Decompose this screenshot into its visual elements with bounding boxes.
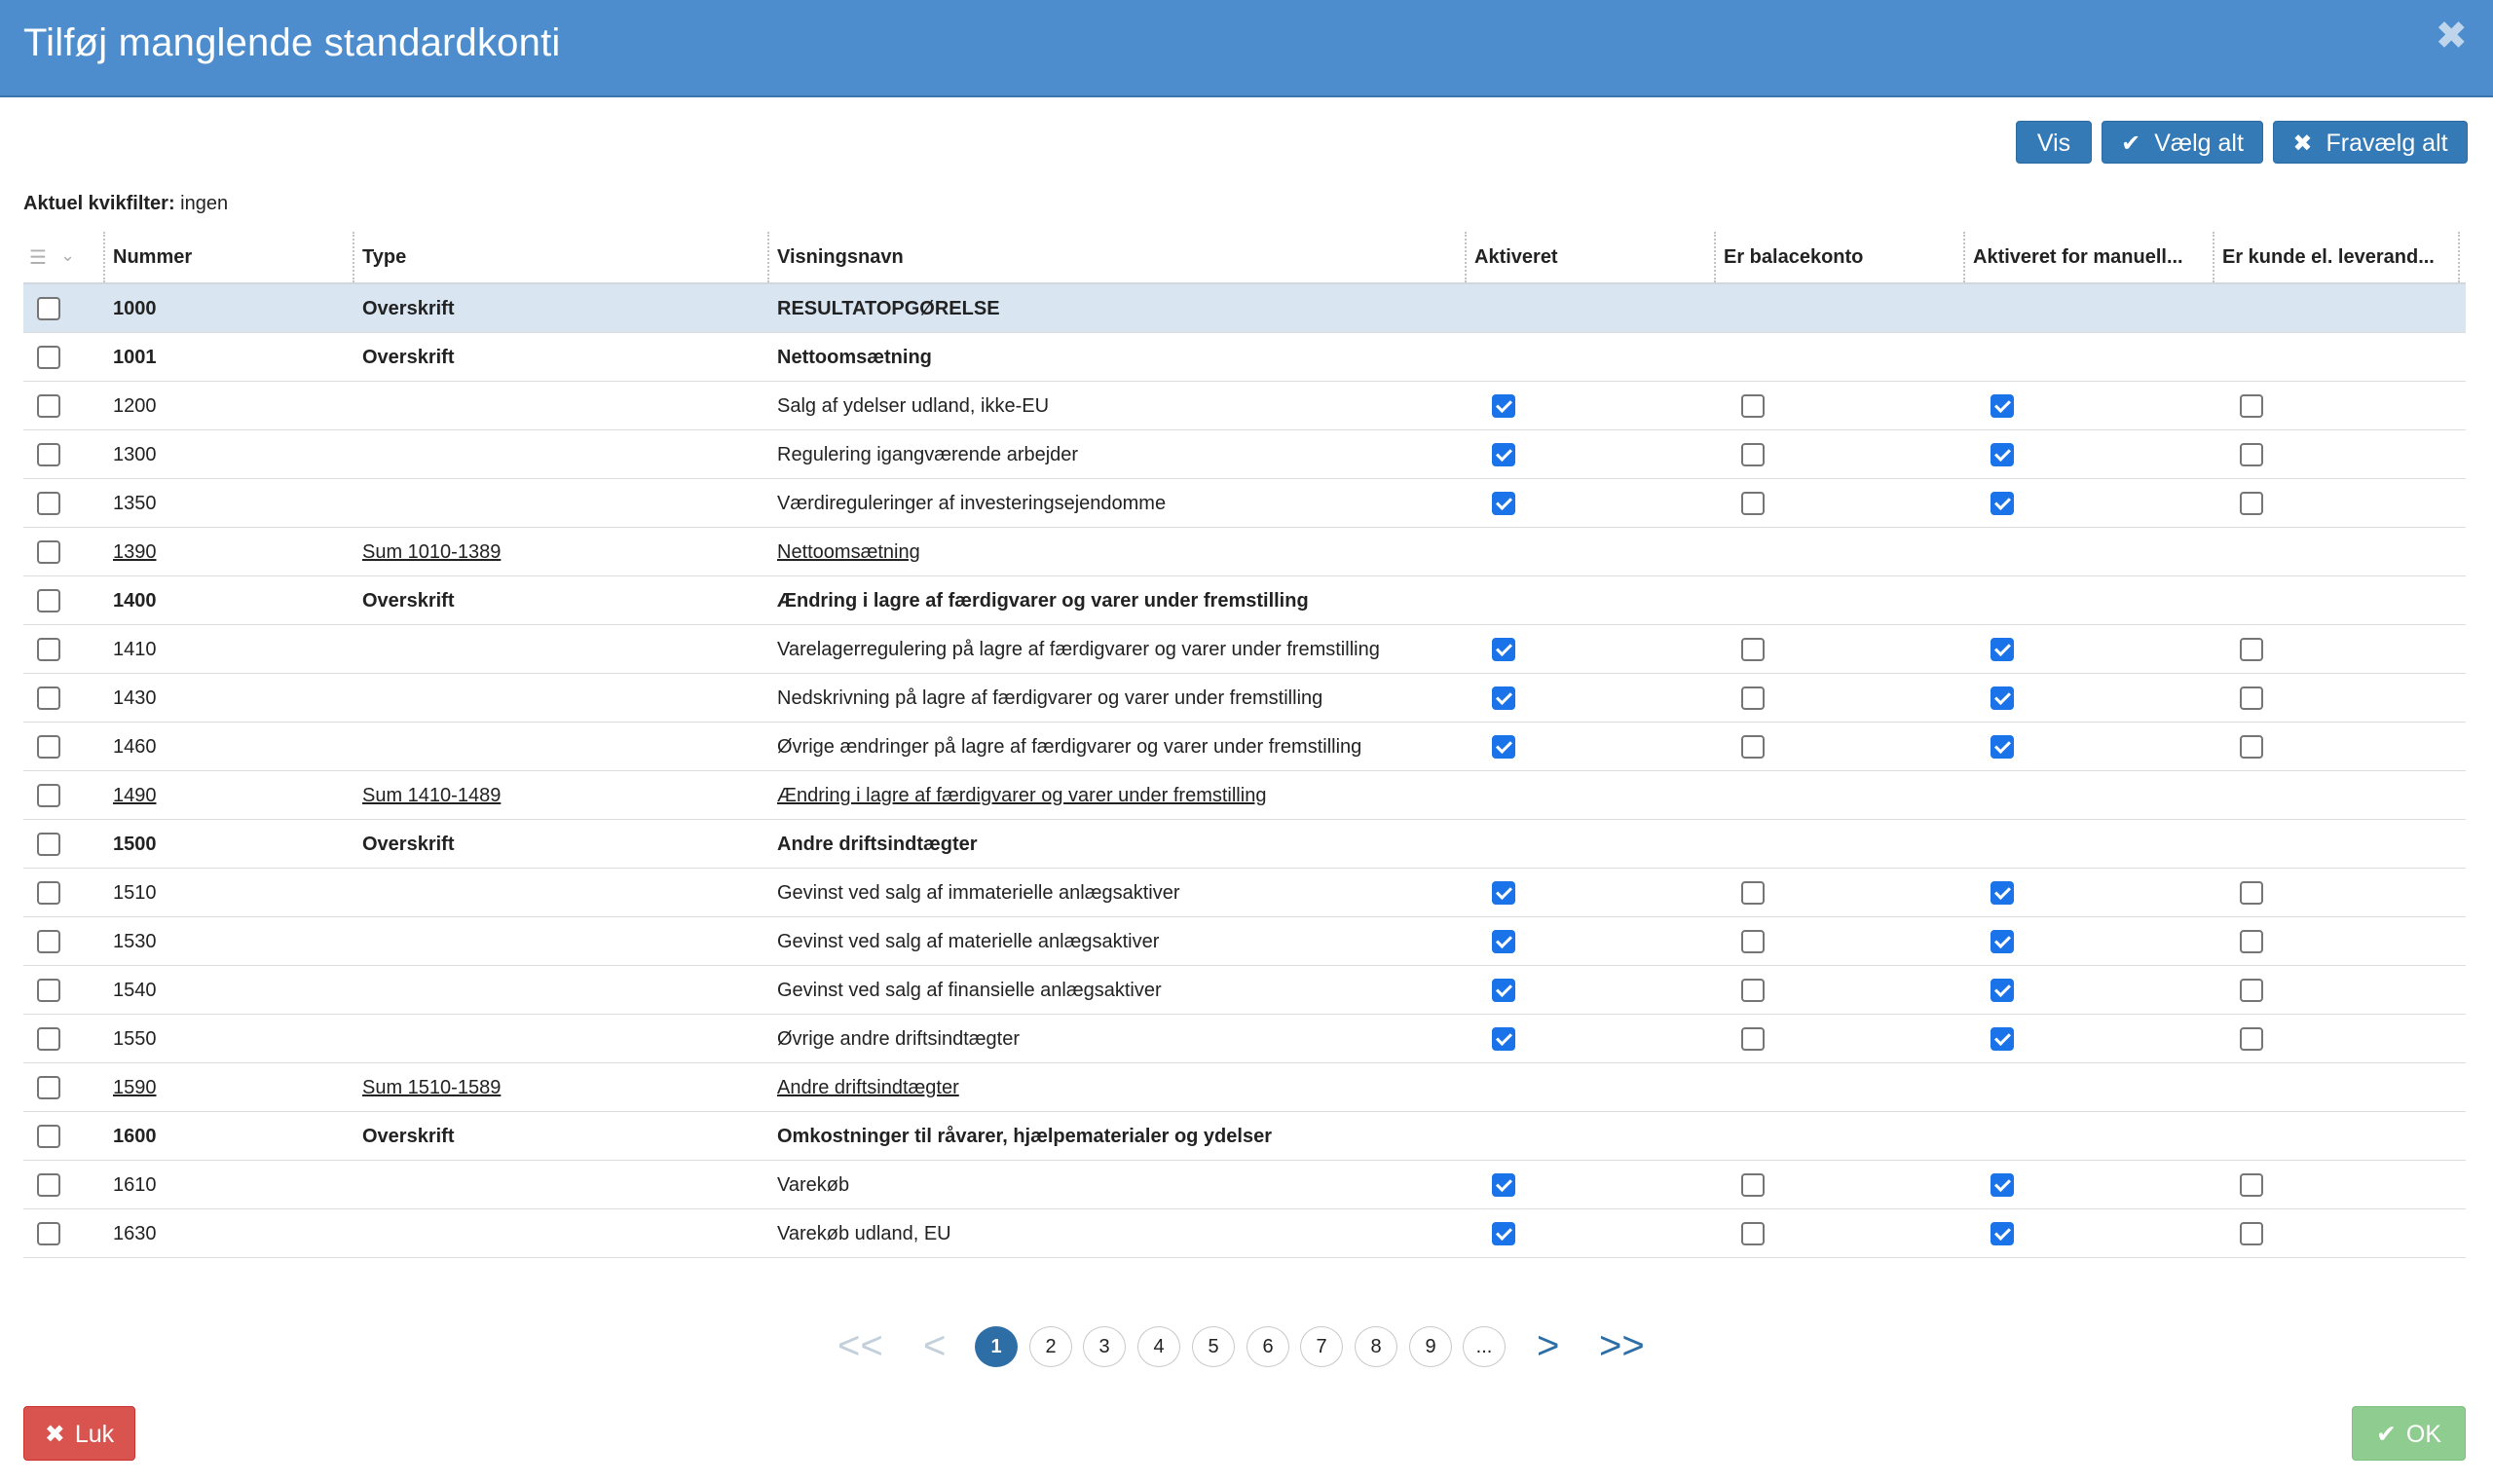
cell-nummer: 1510: [113, 882, 157, 904]
cell-type: [362, 869, 752, 917]
balance-checkbox[interactable]: [1741, 979, 1765, 1002]
customer-checkbox[interactable]: [2240, 443, 2263, 466]
close-icon[interactable]: ✖: [2435, 15, 2468, 57]
dialog-title: Tilføj manglende standardkonti: [23, 21, 561, 64]
row-select-checkbox[interactable]: [37, 492, 60, 515]
table-row[interactable]: [23, 479, 2466, 528]
deselect-all-label: Fravælg alt: [2326, 130, 2448, 157]
cell-type: [362, 966, 752, 1015]
row-select-checkbox[interactable]: [37, 1125, 60, 1148]
cell-visningsnavn: Regulering igangværende arbejder: [777, 444, 1079, 465]
cell-nummer: 1200: [113, 395, 157, 417]
cell-nummer: 1610: [113, 1174, 157, 1196]
column-header-type[interactable]: Type: [353, 232, 767, 282]
balance-checkbox[interactable]: [1741, 638, 1765, 661]
cell-nummer: 1001: [113, 347, 157, 368]
page-button[interactable]: 9: [1409, 1326, 1452, 1367]
manual-checkbox[interactable]: [1991, 686, 2014, 710]
aktiveret-checkbox[interactable]: [1492, 1222, 1515, 1245]
cell-visningsnavn: Nedskrivning på lagre af færdigvarer og varer under fremstilling: [777, 687, 1323, 709]
quick-filter: [23, 193, 228, 215]
column-header-visningsnavn[interactable]: Visningsnavn: [767, 232, 1488, 282]
cell-nummer: 1000: [113, 298, 157, 319]
cell-type: [362, 430, 752, 479]
column-header-balance[interactable]: Er balacekonto: [1714, 232, 1963, 282]
cell-type: Overskrift: [362, 1126, 455, 1147]
row-select-checkbox[interactable]: [37, 930, 60, 953]
aktiveret-checkbox[interactable]: [1492, 686, 1515, 710]
cell-visningsnavn[interactable]: Nettoomsætning: [777, 541, 920, 563]
page-ellipsis-button[interactable]: ...: [1463, 1326, 1506, 1367]
cell-nummer: 1300: [113, 444, 157, 465]
column-header-customer[interactable]: Er kunde el. leverand...: [2213, 232, 2460, 282]
next-page-button[interactable]: >: [1537, 1324, 1560, 1367]
table-row[interactable]: [23, 284, 2466, 333]
check-icon: ✔: [2121, 130, 2141, 157]
row-select-checkbox[interactable]: [37, 1076, 60, 1099]
cell-type: [362, 382, 752, 430]
table-row[interactable]: [23, 576, 2466, 625]
list-icon[interactable]: ☰: [29, 247, 47, 269]
manual-checkbox[interactable]: [1991, 881, 2014, 905]
check-icon: ✔: [2375, 1421, 2397, 1448]
cell-visningsnavn: Gevinst ved salg af materielle anlægsaktiver: [777, 931, 1160, 952]
balance-checkbox[interactable]: [1741, 881, 1765, 905]
customer-checkbox[interactable]: [2240, 1027, 2263, 1051]
close-button-label: Luk: [74, 1421, 115, 1448]
quick-filter-label: Aktuel kvikfilter:: [23, 193, 175, 214]
page-button[interactable]: 7: [1300, 1326, 1343, 1367]
cell-nummer: 1350: [113, 493, 157, 514]
table-row[interactable]: [23, 966, 2466, 1015]
deselect-all-button[interactable]: [2273, 121, 2468, 164]
aktiveret-checkbox[interactable]: [1492, 638, 1515, 661]
column-header-aktiveret[interactable]: Aktiveret: [1465, 232, 1714, 282]
cell-visningsnavn: Værdireguleringer af investeringsejendomme: [777, 493, 1167, 514]
manual-checkbox[interactable]: [1991, 930, 2014, 953]
cell-type[interactable]: Sum 1010-1389: [362, 541, 502, 563]
cell-visningsnavn: Andre driftsindtægter: [777, 834, 978, 855]
cell-type: [362, 625, 752, 674]
cell-type: [362, 1015, 752, 1063]
row-select-checkbox[interactable]: [37, 346, 60, 369]
aktiveret-checkbox[interactable]: [1492, 930, 1515, 953]
row-select-checkbox[interactable]: [37, 735, 60, 759]
customer-checkbox[interactable]: [2240, 1222, 2263, 1245]
manual-checkbox[interactable]: [1991, 394, 2014, 418]
page-button[interactable]: 3: [1083, 1326, 1126, 1367]
cell-type[interactable]: Sum 1410-1489: [362, 785, 502, 806]
customer-checkbox[interactable]: [2240, 881, 2263, 905]
row-select-checkbox[interactable]: [37, 1173, 60, 1197]
balance-checkbox[interactable]: [1741, 1222, 1765, 1245]
row-select-checkbox[interactable]: [37, 443, 60, 466]
customer-checkbox[interactable]: [2240, 686, 2263, 710]
cell-type: Overskrift: [362, 298, 455, 319]
customer-checkbox[interactable]: [2240, 394, 2263, 418]
manual-checkbox[interactable]: [1991, 735, 2014, 759]
aktiveret-checkbox[interactable]: [1492, 1173, 1515, 1197]
first-page-button[interactable]: <<: [837, 1324, 883, 1367]
table-row[interactable]: [23, 430, 2466, 479]
customer-checkbox[interactable]: [2240, 735, 2263, 759]
ok-button[interactable]: [2352, 1406, 2466, 1461]
cell-type: [362, 674, 752, 723]
table-row[interactable]: [23, 674, 2466, 723]
x-icon: ✖: [2292, 130, 2313, 157]
table-body: [23, 284, 2466, 1258]
cell-visningsnavn: Varekøb: [777, 1174, 850, 1196]
column-header-manual[interactable]: Aktiveret for manuell...: [1963, 232, 2213, 282]
aktiveret-checkbox[interactable]: [1492, 881, 1515, 905]
cell-type: [362, 917, 752, 966]
cell-visningsnavn: Varelagerregulering på lagre af færdigvarer og varer under fremstilling: [777, 639, 1380, 660]
balance-checkbox[interactable]: [1741, 1027, 1765, 1051]
cell-type: Overskrift: [362, 834, 455, 855]
page-button[interactable]: 8: [1355, 1326, 1397, 1367]
prev-page-button[interactable]: <: [923, 1324, 947, 1367]
manual-checkbox[interactable]: [1991, 638, 2014, 661]
vis-button-label: Vis: [2036, 130, 2071, 157]
manual-checkbox[interactable]: [1991, 979, 2014, 1002]
cell-visningsnavn: Gevinst ved salg af finansielle anlægsaktiver: [777, 980, 1162, 1001]
cell-type: [362, 1209, 752, 1258]
row-select-checkbox[interactable]: [37, 1222, 60, 1245]
table-header: [23, 232, 2466, 284]
table-row[interactable]: [23, 771, 2466, 820]
cell-type: Overskrift: [362, 347, 455, 368]
table-row[interactable]: [23, 1161, 2466, 1209]
aktiveret-checkbox[interactable]: [1492, 492, 1515, 515]
cell-type: [362, 479, 752, 528]
row-select-checkbox[interactable]: [37, 394, 60, 418]
manual-checkbox[interactable]: [1991, 1027, 2014, 1051]
row-select-checkbox[interactable]: [37, 833, 60, 856]
page-button[interactable]: 5: [1192, 1326, 1235, 1367]
row-select-checkbox[interactable]: [37, 881, 60, 905]
aktiveret-checkbox[interactable]: [1492, 443, 1515, 466]
cell-type[interactable]: Sum 1510-1589: [362, 1077, 502, 1098]
ok-button-label: OK: [2405, 1421, 2442, 1448]
dialog-header: [0, 0, 2493, 97]
table-row[interactable]: [23, 820, 2466, 869]
balance-checkbox[interactable]: [1741, 686, 1765, 710]
page-button[interactable]: 2: [1029, 1326, 1072, 1367]
pagination: [0, 1320, 2493, 1371]
table-row[interactable]: [23, 1209, 2466, 1258]
cell-nummer[interactable]: 1590: [113, 1077, 157, 1098]
cell-visningsnavn: Øvrige ændringer på lagre af færdigvarer og varer under fremstilling: [777, 736, 1362, 758]
table-row[interactable]: [23, 723, 2466, 771]
aktiveret-checkbox[interactable]: [1492, 394, 1515, 418]
cell-visningsnavn: Gevinst ved salg af immaterielle anlægsaktiver: [777, 882, 1180, 904]
accounts-table: [23, 232, 2466, 1258]
customer-checkbox[interactable]: [2240, 1173, 2263, 1197]
row-select-checkbox[interactable]: [37, 686, 60, 710]
cell-visningsnavn[interactable]: Andre driftsindtægter: [777, 1077, 959, 1098]
row-select-checkbox[interactable]: [37, 1027, 60, 1051]
row-select-checkbox[interactable]: [37, 540, 60, 564]
cell-visningsnavn: Varekøb udland, EU: [777, 1223, 951, 1244]
cell-visningsnavn: Omkostninger til råvarer, hjælpematerialer og ydelser: [777, 1126, 1272, 1147]
column-header-nummer[interactable]: Nummer: [103, 232, 353, 282]
page-button[interactable]: 4: [1137, 1326, 1180, 1367]
cell-nummer: 1430: [113, 687, 157, 709]
balance-checkbox[interactable]: [1741, 492, 1765, 515]
customer-checkbox[interactable]: [2240, 492, 2263, 515]
cell-nummer: 1550: [113, 1028, 157, 1050]
manual-checkbox[interactable]: [1991, 492, 2014, 515]
cell-nummer: 1600: [113, 1126, 157, 1147]
table-row[interactable]: [23, 625, 2466, 674]
balance-checkbox[interactable]: [1741, 443, 1765, 466]
cell-visningsnavn: Ændring i lagre af færdigvarer og varer under fremstilling: [777, 590, 1309, 612]
vis-button[interactable]: [2016, 121, 2092, 164]
cell-visningsnavn: Nettoomsætning: [777, 347, 932, 368]
cell-visningsnavn[interactable]: Ændring i lagre af færdigvarer og varer under fremstilling: [777, 785, 1267, 806]
row-select-checkbox[interactable]: [37, 297, 60, 320]
row-select-checkbox[interactable]: [37, 589, 60, 612]
chevron-down-icon[interactable]: ⌄: [60, 245, 76, 265]
cell-visningsnavn: RESULTATOPGØRELSE: [777, 298, 1000, 319]
aktiveret-checkbox[interactable]: [1492, 735, 1515, 759]
aktiveret-checkbox[interactable]: [1492, 979, 1515, 1002]
table-row[interactable]: [23, 382, 2466, 430]
cell-nummer: 1460: [113, 736, 157, 758]
customer-checkbox[interactable]: [2240, 638, 2263, 661]
balance-checkbox[interactable]: [1741, 735, 1765, 759]
balance-checkbox[interactable]: [1741, 1173, 1765, 1197]
select-all-button[interactable]: [2102, 121, 2263, 164]
table-row[interactable]: [23, 869, 2466, 917]
cell-nummer: 1540: [113, 980, 157, 1001]
aktiveret-checkbox[interactable]: [1492, 1027, 1515, 1051]
manual-checkbox[interactable]: [1991, 1173, 2014, 1197]
x-icon: ✖: [44, 1421, 65, 1448]
table-row[interactable]: [23, 528, 2466, 576]
table-row[interactable]: [23, 1015, 2466, 1063]
close-button[interactable]: [23, 1406, 135, 1461]
cell-nummer: 1630: [113, 1223, 157, 1244]
cell-type: Overskrift: [362, 590, 455, 612]
balance-checkbox[interactable]: [1741, 930, 1765, 953]
row-select-checkbox[interactable]: [37, 784, 60, 807]
cell-nummer: 1410: [113, 639, 157, 660]
select-all-label: Vælg alt: [2154, 130, 2244, 157]
cell-nummer: 1400: [113, 590, 157, 612]
table-row[interactable]: [23, 1063, 2466, 1112]
cell-nummer: 1530: [113, 931, 157, 952]
table-row[interactable]: [23, 333, 2466, 382]
manual-checkbox[interactable]: [1991, 1222, 2014, 1245]
row-select-checkbox[interactable]: [37, 979, 60, 1002]
customer-checkbox[interactable]: [2240, 930, 2263, 953]
table-row[interactable]: [23, 1112, 2466, 1161]
page-button[interactable]: 1: [975, 1326, 1018, 1367]
balance-checkbox[interactable]: [1741, 394, 1765, 418]
cell-nummer[interactable]: 1390: [113, 541, 157, 563]
page-button[interactable]: 6: [1246, 1326, 1289, 1367]
cell-type: [362, 723, 752, 771]
quick-filter-value: ingen: [180, 193, 229, 214]
row-select-checkbox[interactable]: [37, 638, 60, 661]
cell-type: [362, 1161, 752, 1209]
customer-checkbox[interactable]: [2240, 979, 2263, 1002]
manual-checkbox[interactable]: [1991, 443, 2014, 466]
table-row[interactable]: [23, 917, 2466, 966]
last-page-button[interactable]: >>: [1599, 1324, 1645, 1367]
cell-nummer: 1500: [113, 834, 157, 855]
cell-visningsnavn: Salg af ydelser udland, ikke-EU: [777, 395, 1050, 417]
cell-visningsnavn: Øvrige andre driftsindtægter: [777, 1028, 1021, 1050]
cell-nummer[interactable]: 1490: [113, 785, 157, 806]
